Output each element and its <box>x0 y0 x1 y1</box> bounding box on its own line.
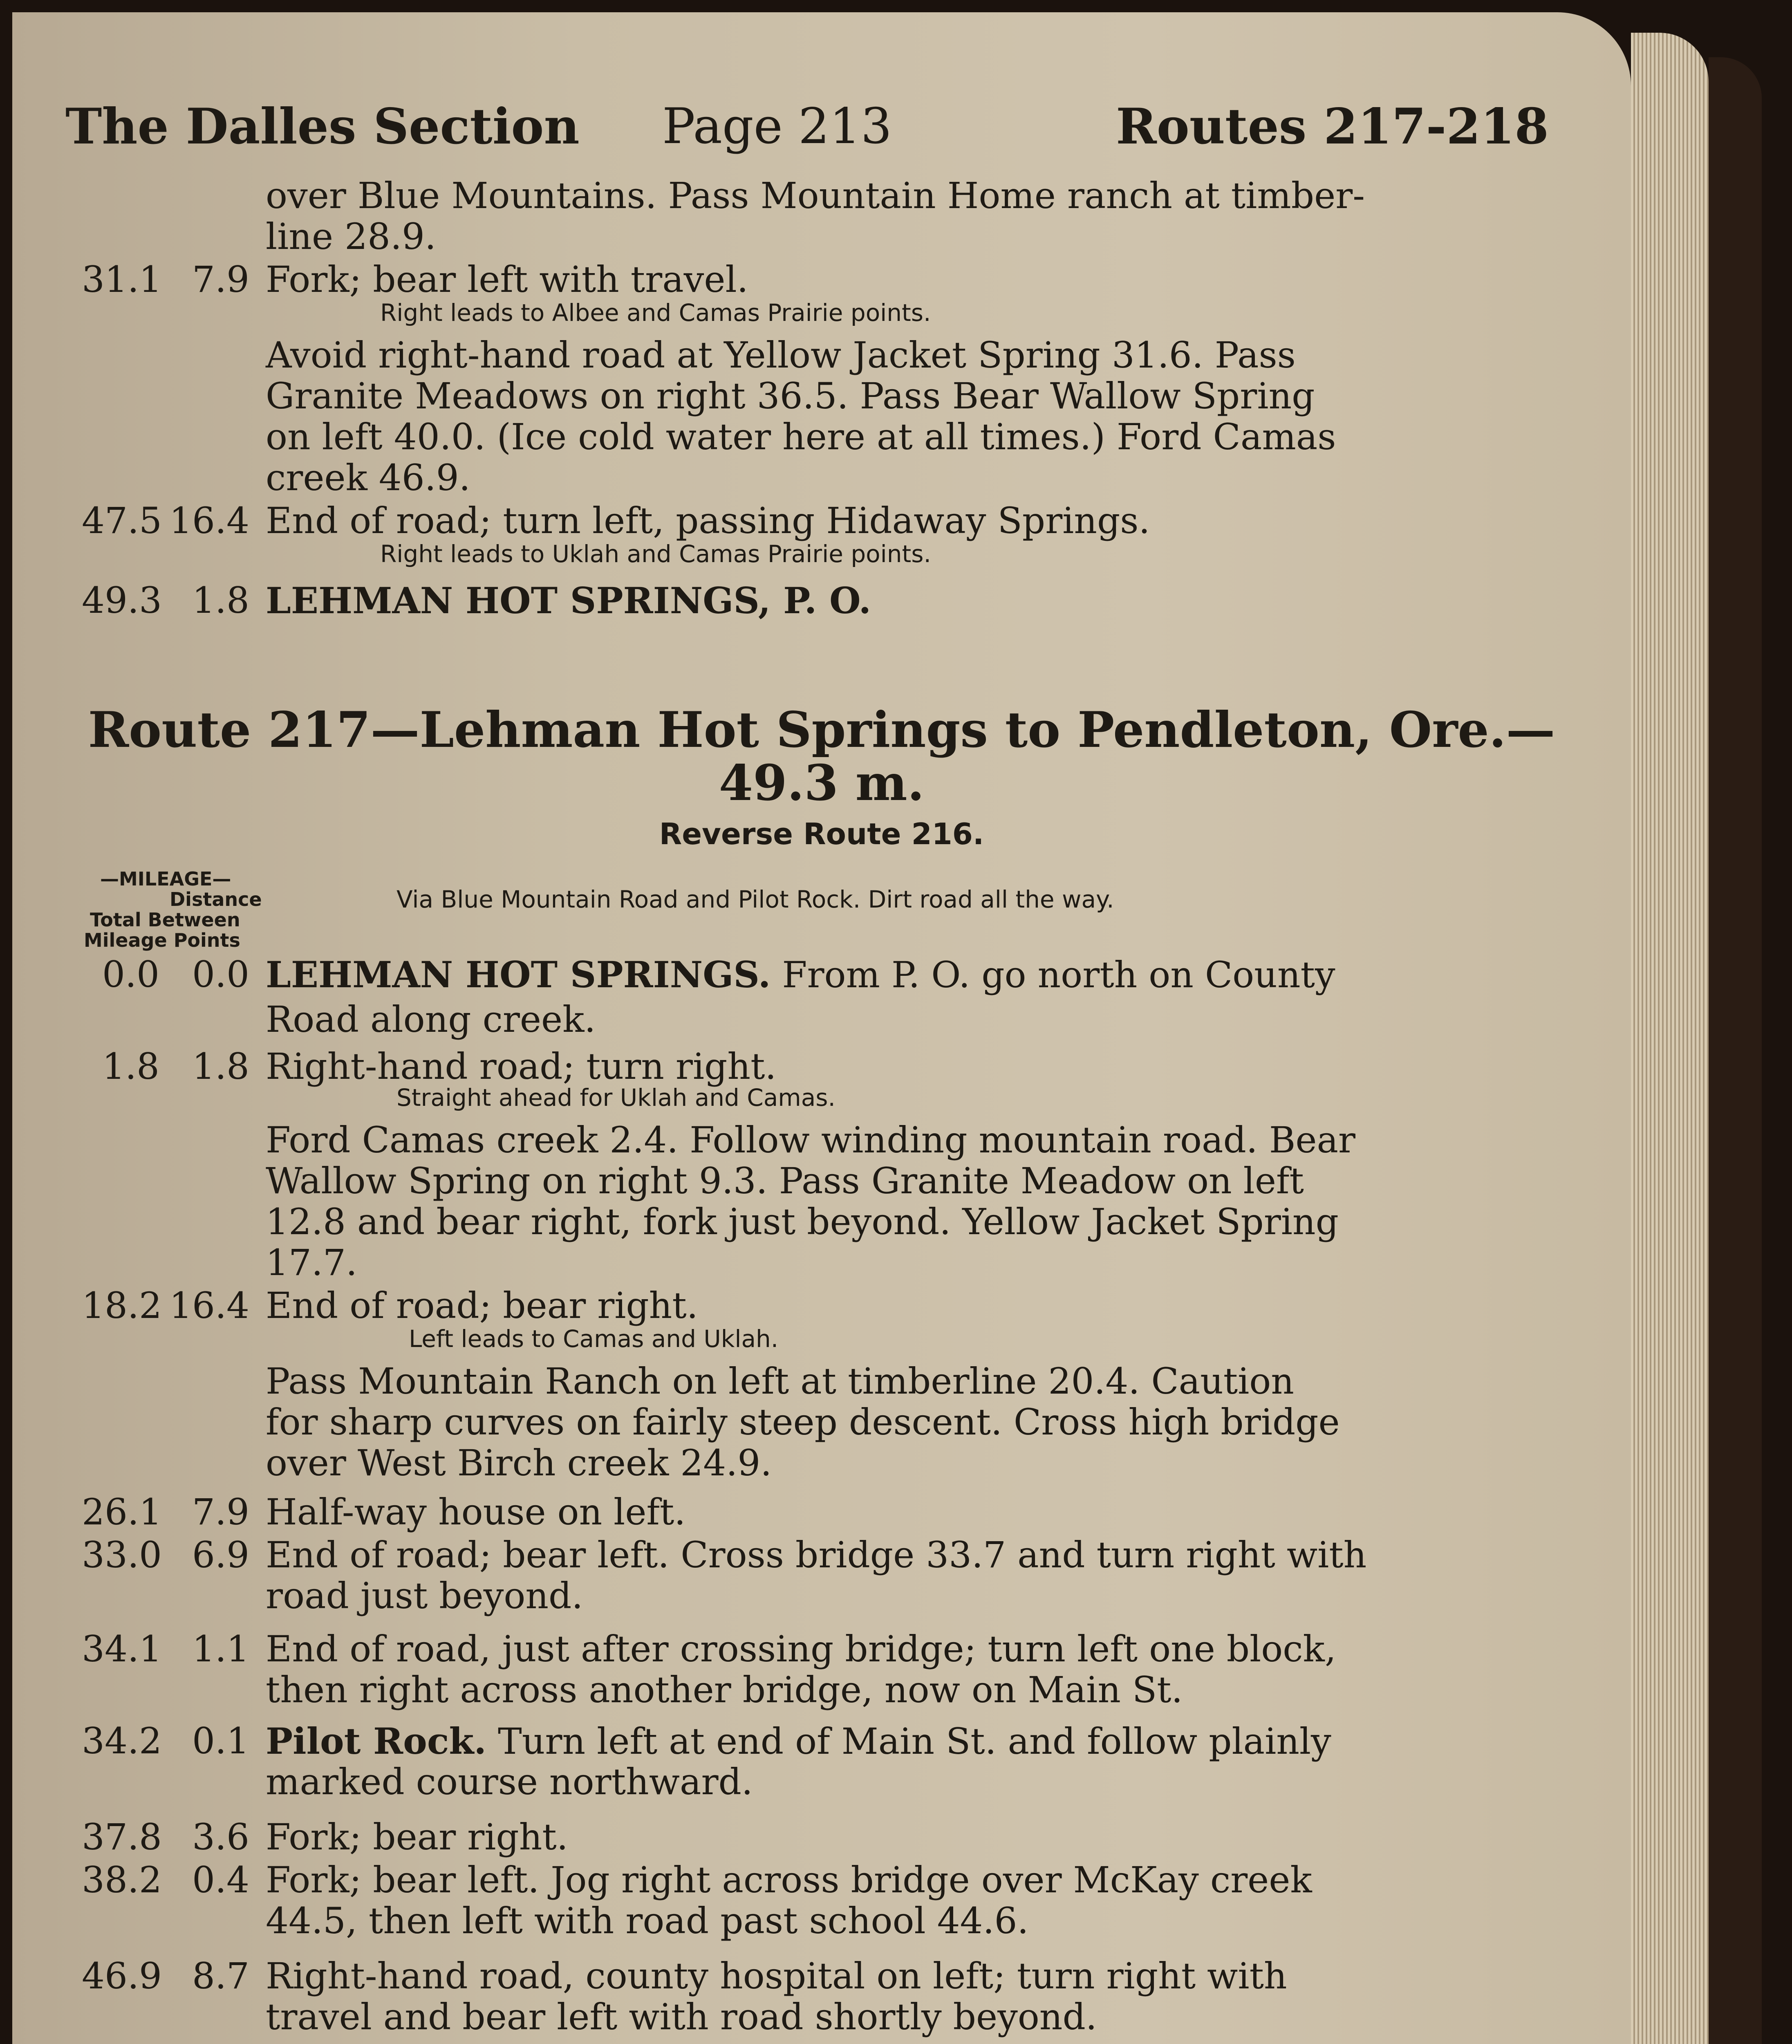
direction-text: Half-way house on left. <box>266 1491 686 1533</box>
total-mileage: 26.1 <box>82 1491 162 1533</box>
page-number: Page 213 <box>662 98 892 155</box>
direction-note: Straight ahead for Uklah and Camas. <box>396 1084 836 1112</box>
direction-text: Right-hand road, county hospital on left; turn right with <box>266 1955 1287 1997</box>
direction-continuation: marked course northward. <box>266 1761 753 1803</box>
point-mileage: 0.1 <box>192 1720 249 1762</box>
point-mileage: 0.4 <box>192 1859 249 1901</box>
point-mileage: 16.4 <box>169 1284 249 1327</box>
total-mileage: 37.8 <box>82 1816 162 1858</box>
total-mileage: 47.5 <box>82 500 162 542</box>
point-mileage: 1.1 <box>192 1628 249 1670</box>
total-mileage: 33.0 <box>82 1534 162 1576</box>
place-name: Pilot Rock. <box>266 1720 487 1762</box>
point-mileage: 8.7 <box>192 1955 249 1997</box>
point-mileage: 7.9 <box>192 1491 249 1533</box>
total-mileage: 0.0 <box>102 953 159 995</box>
total-mileage: 49.3 <box>82 579 162 621</box>
direction-text: Fork; bear left. Jog right across bridge over McKay creek <box>266 1859 1312 1901</box>
total-between-label: Total Between <box>90 909 240 931</box>
direction-note: Right leads to Albee and Camas Prairie points. <box>380 299 931 327</box>
direction-text: Fork; bear left with travel. <box>266 258 748 300</box>
paragraph-line: 12.8 and bear right, fork just beyond. Yellow Jacket Spring <box>266 1201 1339 1243</box>
total-mileage: 38.2 <box>82 1859 162 1901</box>
text-line: over Blue Mountains. Pass Mountain Home ranch at timber- <box>266 175 1365 217</box>
paragraph-line: Pass Mountain Ranch on left at timberline 20.4. Caution <box>266 1360 1294 1402</box>
direction-text: End of road; bear left. Cross bridge 33.7 and turn right with <box>266 1534 1367 1576</box>
direction-continuation: then right across another bridge, now on Main St. <box>266 1669 1183 1711</box>
direction-text: End of road; turn left, passing Hidaway Springs. <box>266 500 1150 542</box>
total-mileage: 34.2 <box>82 1720 162 1762</box>
distance-label: Distance <box>170 888 262 910</box>
mileage-points-label: Mileage Points <box>84 929 240 951</box>
point-mileage: 3.6 <box>192 1816 249 1858</box>
paragraph-line: for sharp curves on fairly steep descent. Cross high bridge <box>266 1401 1340 1443</box>
direction-text: Right-hand road; turn right. <box>266 1045 777 1087</box>
point-mileage: 1.8 <box>192 1045 249 1087</box>
point-mileage: 0.0 <box>192 953 249 995</box>
point-mileage: 1.8 <box>192 579 249 621</box>
total-mileage: 46.9 <box>82 1955 162 1997</box>
point-mileage: 7.9 <box>192 258 249 300</box>
route-217-via: Via Blue Mountain Road and Pilot Rock. Dirt road all the way. <box>396 885 1114 913</box>
direction-continuation: travel and bear left with road shortly beyond. <box>266 1996 1097 2038</box>
place-name: LEHMAN HOT SPRINGS. <box>266 953 771 996</box>
paragraph-line: Avoid right-hand road at Yellow Jacket Spring 31.6. Pass <box>266 334 1296 376</box>
section-title: The Dalles Section <box>65 98 580 155</box>
direction-text: End of road, just after crossing bridge; turn left one block, <box>266 1628 1336 1670</box>
direction-note: Left leads to Camas and Uklah. <box>409 1325 779 1353</box>
page-edge-stack <box>1631 33 1709 2044</box>
paragraph-line: Granite Meadows on right 36.5. Pass Bear Wallow Spring <box>266 375 1315 417</box>
point-mileage: 16.4 <box>169 500 249 542</box>
destination-text: LEHMAN HOT SPRINGS, P. O. <box>266 579 871 622</box>
direction-text: Fork; bear right. <box>266 1816 568 1858</box>
route-217-title: Route 217—Lehman Hot Springs to Pendleton, Ore.— <box>88 701 1555 759</box>
direction-continuation: road just beyond. <box>266 1575 583 1617</box>
direction-continuation: 44.5, then left with road past school 44.6. <box>266 1900 1029 1942</box>
total-mileage: 34.1 <box>82 1628 162 1670</box>
total-mileage: 18.2 <box>82 1284 162 1327</box>
mileage-label: —MILEAGE— <box>100 868 231 890</box>
text-line: line 28.9. <box>266 215 436 258</box>
direction-text: From P. O. go north on County <box>771 954 1335 996</box>
direction-line <box>266 1719 1331 1764</box>
direction-continuation: Road along creek. <box>266 998 596 1040</box>
paragraph-line: creek 46.9. <box>266 457 470 499</box>
total-mileage: 1.8 <box>102 1045 159 1087</box>
paragraph-line: on left 40.0. (Ice cold water here at all times.) Ford Camas <box>266 416 1336 458</box>
paragraph-line: Wallow Spring on right 9.3. Pass Granite Meadow on left <box>266 1160 1304 1202</box>
direction-text: End of road; bear right. <box>266 1284 698 1327</box>
point-mileage: 6.9 <box>192 1534 249 1576</box>
book-page <box>12 12 1631 2044</box>
direction-note: Right leads to Uklah and Camas Prairie points. <box>380 540 931 568</box>
paragraph-line: 17.7. <box>266 1242 357 1284</box>
paragraph-line: over West Birch creek 24.9. <box>266 1442 772 1484</box>
direction-text: Turn left at end of Main St. and follow plainly <box>486 1720 1331 1762</box>
routes-range: Routes 217-218 <box>1116 98 1549 155</box>
route-217-reverse: Reverse Route 216. <box>659 817 984 851</box>
direction-line <box>266 953 1335 997</box>
book-cover-edge <box>1709 57 1762 2044</box>
total-mileage: 31.1 <box>82 258 162 300</box>
paragraph-line: Ford Camas creek 2.4. Follow winding mountain road. Bear <box>266 1119 1355 1161</box>
route-217-distance: 49.3 m. <box>719 754 925 812</box>
